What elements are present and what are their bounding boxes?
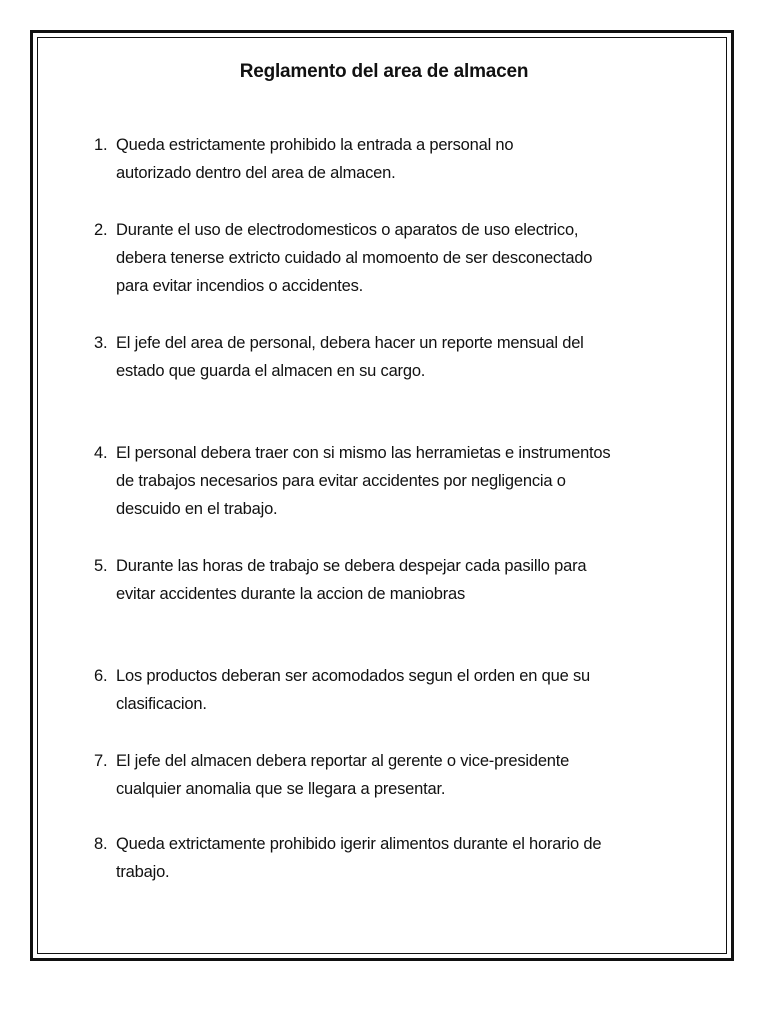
rule-number: 6. <box>94 667 108 685</box>
rule-number: 8. <box>94 835 108 853</box>
rule-text: El jefe del area de personal, debera hacer un reporte mensual del estado que guarda el almacen en su cargo. <box>116 334 584 380</box>
rule-text: Queda estrictamente prohibido la entrada a personal no autorizado dentro del area de almacen. <box>116 136 514 182</box>
rule-number: 3. <box>94 334 108 352</box>
document-title: Reglamento del area de almacen <box>239 61 529 82</box>
rule-number: 2. <box>94 221 108 239</box>
rule-text: Queda extrictamente prohibido igerir alimentos durante el horario de trabajo. <box>116 835 602 881</box>
rule-number: 1. <box>94 136 108 154</box>
rule-text: El jefe del almacen debera reportar al gerente o vice-presidente cualquier anomalia que se llegara a presentar. <box>116 752 570 798</box>
rule-text: Durante el uso de electrodomesticos o aparatos de uso electrico, debera tenerse extricto cuidado al momoento de ser desconectado para evitar incendios o accidentes. <box>116 221 593 295</box>
rule-number: 4. <box>94 444 108 462</box>
rule-text: Durante las horas de trabajo se debera despejar cada pasillo para evitar accidentes durante la accion de maniobras <box>116 557 587 603</box>
rule-number: 7. <box>94 752 108 770</box>
rule-number: 5. <box>94 557 108 575</box>
rule-text: El personal debera traer con si mismo las herramietas e instrumentos de trabajos necesarios para evitar accidentes por negligencia o descuido en el trabajo. <box>116 444 611 518</box>
rule-text: Los productos deberan ser acomodados segun el orden en que su clasificacion. <box>116 667 590 713</box>
